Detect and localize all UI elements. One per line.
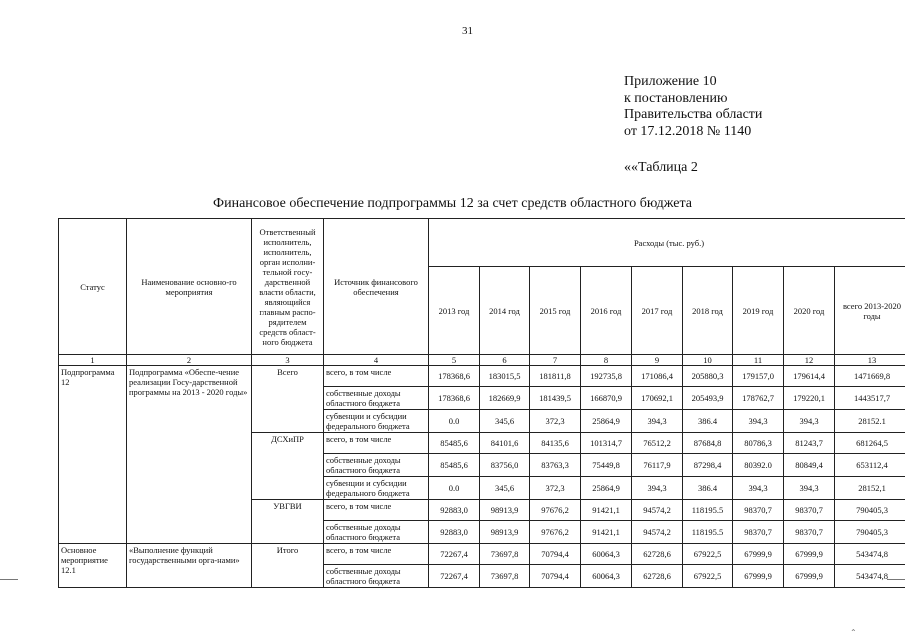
amount-cell: 91421,1 — [581, 521, 632, 544]
amount-cell: 76117,9 — [632, 454, 683, 477]
executor-cell: Всего — [252, 366, 324, 433]
amount-cell: 179220,1 — [784, 387, 835, 410]
amount-cell: 98913,9 — [480, 521, 530, 544]
amount-cell: 394,3 — [733, 477, 784, 500]
column-index: 4 — [324, 355, 429, 366]
amount-cell: 81243,7 — [784, 433, 835, 454]
amount-cell: 394,3 — [632, 477, 683, 500]
amount-cell: 372,3 — [530, 410, 581, 433]
financing-table — [58, 218, 905, 588]
amount-cell: 178762,7 — [733, 387, 784, 410]
amount-cell: 67999,9 — [784, 565, 835, 588]
header-year: 2014 год — [480, 267, 530, 355]
amount-cell: 345,6 — [480, 410, 530, 433]
amount-cell: 181811,8 — [530, 366, 581, 387]
amount-cell: 83756,0 — [480, 454, 530, 477]
amount-cell: 118195.5 — [683, 521, 733, 544]
header-year: 2013 год — [429, 267, 480, 355]
amount-cell: 84101,6 — [480, 433, 530, 454]
header-year: 2018 год — [683, 267, 733, 355]
amount-cell: 94574,2 — [632, 500, 683, 521]
amount-cell: 181439,5 — [530, 387, 581, 410]
amount-cell: 394,3 — [632, 410, 683, 433]
header-year: 2015 год — [530, 267, 581, 355]
amount-cell: 98913,9 — [480, 500, 530, 521]
amount-cell: 73697,8 — [480, 565, 530, 588]
amount-cell: 681264,5 — [835, 433, 905, 454]
column-index-row — [59, 355, 905, 366]
column-index: 6 — [480, 355, 530, 366]
amount-cell: 97676,2 — [530, 500, 581, 521]
amount-cell: 62728,6 — [632, 565, 683, 588]
appendix-block — [624, 74, 762, 140]
column-index: 11 — [733, 355, 784, 366]
amount-cell: 97676,2 — [530, 521, 581, 544]
column-index: 13 — [835, 355, 905, 366]
amount-cell: 0.0 — [429, 477, 480, 500]
amount-cell: 67999,9 — [784, 544, 835, 565]
amount-cell: 183015,5 — [480, 366, 530, 387]
funding-source-cell: субвенции и субсидии федерального бюджета — [324, 410, 429, 433]
amount-cell: 67922,5 — [683, 544, 733, 565]
amount-cell: 85485,6 — [429, 433, 480, 454]
header-year: 2017 год — [632, 267, 683, 355]
amount-cell: 166870,9 — [581, 387, 632, 410]
amount-cell: 178368,6 — [429, 387, 480, 410]
amount-cell: 394,3 — [784, 477, 835, 500]
appendix-line: к постановлению — [624, 90, 728, 106]
amount-cell: 67922,5 — [683, 565, 733, 588]
status-cell: Подпрограмма 12 — [59, 366, 127, 544]
amount-cell: 92883,0 — [429, 521, 480, 544]
amount-cell: 386.4 — [683, 477, 733, 500]
header-year-total: всего 2013-2020 годы — [835, 267, 905, 355]
funding-source-cell: всего, в том числе — [324, 500, 429, 521]
amount-cell: 170692,1 — [632, 387, 683, 410]
amount-cell: 87298,4 — [683, 454, 733, 477]
amount-cell: 70794,4 — [530, 544, 581, 565]
amount-cell: 87684,8 — [683, 433, 733, 454]
amount-cell: 205493,9 — [683, 387, 733, 410]
amount-cell: 91421,1 — [581, 500, 632, 521]
amount-cell: 80392.0 — [733, 454, 784, 477]
funding-source-cell: всего, в том числе — [324, 433, 429, 454]
activity-name-cell: «Выполнение функций государственными орга-нами» — [127, 544, 252, 588]
amount-cell: 0.0 — [429, 410, 480, 433]
amount-cell: 85485,6 — [429, 454, 480, 477]
amount-cell: 179614,4 — [784, 366, 835, 387]
amount-cell: 73697,8 — [480, 544, 530, 565]
amount-cell: 72267,4 — [429, 544, 480, 565]
executor-cell: ДСХиПР — [252, 433, 324, 500]
table-row — [59, 366, 905, 387]
amount-cell: 101314,7 — [581, 433, 632, 454]
amount-cell: 76512,2 — [632, 433, 683, 454]
column-index: 5 — [429, 355, 480, 366]
table-row — [59, 544, 905, 565]
amount-cell: 653112,4 — [835, 454, 905, 477]
funding-source-cell: собственные доходы областного бюджета — [324, 454, 429, 477]
header-status: Статус — [59, 219, 127, 355]
amount-cell: 72267,4 — [429, 565, 480, 588]
amount-cell: 98370,7 — [733, 500, 784, 521]
document-title: Финансовое обеспечение подпрограммы 12 за счет средств областного бюджета — [213, 196, 692, 211]
table-label: ««Таблица 2 — [624, 160, 698, 175]
amount-cell: 62728,6 — [632, 544, 683, 565]
appendix-line: Правительства области — [624, 107, 763, 122]
amount-cell: 67999,9 — [733, 544, 784, 565]
appendix-line: Приложение 10 — [624, 74, 717, 89]
amount-cell: 192735,8 — [581, 366, 632, 387]
amount-cell: 790405,3 — [835, 521, 905, 544]
amount-cell: 80849,4 — [784, 454, 835, 477]
amount-cell: 386.4 — [683, 410, 733, 433]
amount-cell: 205880,3 — [683, 366, 733, 387]
amount-cell: 98370,7 — [784, 521, 835, 544]
column-index: 8 — [581, 355, 632, 366]
column-index: 2 — [127, 355, 252, 366]
page-number: 31 — [462, 25, 473, 37]
amount-cell: 75449,8 — [581, 454, 632, 477]
executor-cell: Итого — [252, 544, 324, 588]
funding-source-cell: собственные доходы областного бюджета — [324, 565, 429, 588]
column-index: 3 — [252, 355, 324, 366]
header-executor: Ответственный исполнитель, исполнитель, орган исполни-тельной госу-дарственной власти области, являющийся главным распо-рядителем средств област-ного бюджета — [252, 219, 324, 355]
status-cell: Основное мероприятие 12.1 — [59, 544, 127, 588]
header-year: 2019 год — [733, 267, 784, 355]
funding-source-cell: субвенции и субсидии федерального бюджета — [324, 477, 429, 500]
amount-cell: 28152,1 — [835, 477, 905, 500]
column-index: 1 — [59, 355, 127, 366]
activity-name-cell: Подпрограмма «Обеспе-чение реализации Госу-дарственной программы на 2013 - 2020 годы» — [127, 366, 252, 544]
amount-cell: 372,3 — [530, 477, 581, 500]
amount-cell: 182669,9 — [480, 387, 530, 410]
amount-cell: 543474,8 — [835, 565, 905, 588]
header-year: 2016 год — [581, 267, 632, 355]
table-body — [59, 366, 905, 588]
amount-cell: 118195.5 — [683, 500, 733, 521]
header-name: Наименование основно-го мероприятия — [127, 219, 252, 355]
amount-cell: 178368,6 — [429, 366, 480, 387]
amount-cell: 80786,3 — [733, 433, 784, 454]
amount-cell: 60064,3 — [581, 544, 632, 565]
corner-mark-icon: ⌃ — [850, 628, 857, 637]
amount-cell: 394,3 — [733, 410, 784, 433]
header-expenses: Расходы (тыс. руб.) — [429, 219, 905, 267]
amount-cell: 171086,4 — [632, 366, 683, 387]
amount-cell: 84135,6 — [530, 433, 581, 454]
executor-cell: УВГВИ — [252, 500, 324, 544]
amount-cell: 83763,3 — [530, 454, 581, 477]
column-index: 7 — [530, 355, 581, 366]
header-year: 2020 год — [784, 267, 835, 355]
amount-cell: 28152.1 — [835, 410, 905, 433]
margin-mark — [0, 579, 18, 580]
amount-cell: 25864,9 — [581, 410, 632, 433]
funding-source-cell: всего, в том числе — [324, 544, 429, 565]
amount-cell: 98370,7 — [733, 521, 784, 544]
amount-cell: 1443517,7 — [835, 387, 905, 410]
header-source: Источник финансового обеспечения — [324, 219, 429, 355]
funding-source-cell: собственные доходы областного бюджета — [324, 387, 429, 410]
amount-cell: 345,6 — [480, 477, 530, 500]
amount-cell: 790405,3 — [835, 500, 905, 521]
funding-source-cell: собственные доходы областного бюджета — [324, 521, 429, 544]
amount-cell: 543474,8 — [835, 544, 905, 565]
appendix-line: от 17.12.2018 № 1140 — [624, 123, 752, 139]
column-index: 9 — [632, 355, 683, 366]
amount-cell: 1471669,8 — [835, 366, 905, 387]
amount-cell: 70794,4 — [530, 565, 581, 588]
amount-cell: 60064,3 — [581, 565, 632, 588]
amount-cell: 67999,9 — [733, 565, 784, 588]
funding-source-cell: всего, в том числе — [324, 366, 429, 387]
margin-mark — [887, 579, 905, 580]
amount-cell: 25864,9 — [581, 477, 632, 500]
column-index: 12 — [784, 355, 835, 366]
amount-cell: 394,3 — [784, 410, 835, 433]
amount-cell: 92883,0 — [429, 500, 480, 521]
amount-cell: 98370,7 — [784, 500, 835, 521]
amount-cell: 179157,0 — [733, 366, 784, 387]
amount-cell: 94574,2 — [632, 521, 683, 544]
column-index: 10 — [683, 355, 733, 366]
